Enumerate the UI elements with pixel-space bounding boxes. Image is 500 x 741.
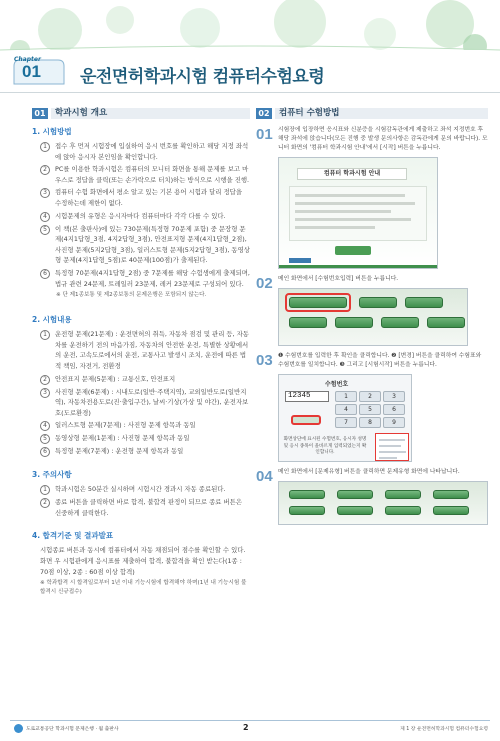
- list-item: 2 안전표지 문제(5문제) : 교통신호, 안전표지: [32, 374, 250, 385]
- list-item: 1 학과시험은 50분간 실시하며 시험시간 경과시 자동 종료된다.: [32, 484, 250, 495]
- item-number: 6: [40, 447, 50, 457]
- step-number: 03: [256, 352, 273, 369]
- note-text: ※ 학과합격 시 합격일로부터 1년 이내 기능시험에 합격해야 하며(1년 내 기능시험 불합격시 신규접수): [40, 580, 247, 596]
- menu-button[interactable]: [385, 506, 421, 515]
- step-01: [256, 126, 488, 269]
- section-heading: [32, 106, 250, 120]
- step-04: [256, 468, 488, 525]
- note-text: ※ 단 제1종보통 및 제2종보통의 문제은행은 포함되지 않는다.: [56, 292, 207, 299]
- publisher-logo: [14, 724, 23, 733]
- chapter-number: 01: [22, 62, 41, 81]
- screenshot-main-menu: [278, 288, 468, 346]
- start-button[interactable]: [335, 246, 371, 255]
- pass-criteria-text: 시험종료 버튼과 동시에 컴퓨터에서 자동 채점되어 점수를 확인할 수 있다. 화면 우 시험관에게 응시표를 제출하여 합격, 불합격을 확인 받는다(1종 : 70점 이상, 2종 : 60점 이상 합격): [40, 546, 246, 576]
- list-item: 2 PC를 이용한 학과시험은 컴퓨터의 모니터 화면을 통해 문제를 보고 마우스로 정답을 클릭(또는 손가락으로 터치)하는 방식으로 시행을 진행.: [32, 164, 250, 185]
- text-line: [379, 445, 401, 447]
- keypad-key[interactable]: 6: [383, 404, 405, 415]
- page-title: 운전면허학과시험 컴퓨터수험요령: [80, 67, 325, 87]
- footer-publisher: [14, 724, 119, 733]
- menu-button[interactable]: [337, 506, 373, 515]
- section-heading: [256, 106, 488, 120]
- step-02: [256, 275, 488, 346]
- list-exam-content: [32, 329, 250, 457]
- right-column: [256, 106, 488, 531]
- list-item: 3 사진형 문제(6문제) : 시내도로(일반·주택지역), 교외일반도로(일반지역), 자동차전용도로(진·출입구간), 날씨·기상(가상 및 야간), 운전자보호(도로환경): [32, 387, 250, 419]
- section-number: 01: [32, 108, 48, 119]
- step-number: 02: [256, 275, 273, 292]
- item-number: 4: [40, 421, 50, 431]
- menu-button[interactable]: [289, 490, 325, 499]
- menu-button[interactable]: [289, 317, 327, 328]
- keypad-key[interactable]: 4: [335, 404, 357, 415]
- screenshot-exam-guide: [278, 157, 438, 269]
- footer-chapter-text: 제 1 장 운전면허학과시험 컴퓨터수험요령: [400, 727, 488, 732]
- text-line: [295, 210, 391, 213]
- keypad-key[interactable]: 3: [383, 391, 405, 402]
- text-line: [379, 451, 406, 453]
- menu-button[interactable]: [405, 297, 443, 308]
- text-line: [379, 457, 397, 459]
- list-item: 1 접수 후 먼저 시험장에 입실하여 응시 번호를 확인하고 해당 지정 좌석에 앉아 응시자 본인임을 확인합니다.: [32, 141, 250, 162]
- list-cautions: [32, 484, 250, 518]
- step-text: ❶ 수험번호를 입력한 후 확인을 클릭합니다. ❷ [변경] 버튼을 클릭하여 수험표와 수험번호를 일치합니다. ❸ 그리고 [시험시작] 버튼을 누릅니다.: [278, 353, 482, 368]
- screenshot-question-types: [278, 481, 488, 525]
- section-title: 컴퓨터 수험방법: [275, 108, 488, 119]
- screen-title: 컴퓨터 학과시험 안내: [297, 168, 407, 180]
- exam-number-field[interactable]: 12345: [285, 391, 329, 402]
- item-number: 4: [40, 212, 50, 222]
- step-number: 01: [256, 126, 273, 143]
- item-number: 1: [40, 142, 50, 152]
- text-line: [295, 194, 405, 197]
- screen-caption: 화면상단에 표시된 수험번호, 응시자 성명 및 응시 종목이 올바르게 입력되었는지 확인합니다.: [283, 437, 367, 456]
- subsection-title: 3. 주의사항: [32, 470, 72, 480]
- confirm-button[interactable]: [291, 415, 321, 425]
- item-number: 2: [40, 498, 50, 508]
- subsection-title: 4. 합격기준 및 결과발표: [32, 531, 114, 541]
- text-line: [379, 439, 405, 441]
- step-03: [256, 352, 488, 462]
- header-divider: [0, 92, 500, 93]
- item-number: 5: [40, 225, 50, 235]
- list-item: 5 동영상형 문제(1문제) : 사진형 문제 항목과 동일: [32, 433, 250, 444]
- footer-divider: [10, 720, 490, 721]
- chapter-label: Chapter: [14, 56, 41, 63]
- section-number: 02: [256, 108, 272, 119]
- item-number: 2: [40, 165, 50, 175]
- text-line: [295, 202, 415, 205]
- list-item: 1 운전형 문제(21문제) : 운전면허의 취득, 자동차 점검 및 관리 등, 자동차를 운전하기 전의 마음가짐, 자동차의 안전한 운전, 특별한 상황에서의 운전, 고속도로에서의 운전, 교통사고 발생시 조치, 운전에 따른 법적 책임, 자전거, 전환경: [32, 329, 250, 371]
- step-text: 메인 화면에서 [문제유형] 버튼을 클릭하면 문제유형 화면에 나타납니다.: [278, 469, 460, 475]
- keypad-key[interactable]: 5: [359, 404, 381, 415]
- section-title: 학과시험 개요: [51, 108, 250, 119]
- text-line: [295, 218, 411, 221]
- page-number: 2: [243, 723, 249, 732]
- list-item: 3 컴퓨터 수험 화면에서 평소 알고 있는 기본 용어 시험과 달리 정답을 수정하는데 제한이 없다.: [32, 187, 250, 208]
- subsection-title: 2. 시험내용: [32, 315, 72, 325]
- text-line: [295, 226, 375, 229]
- left-column: [32, 106, 250, 597]
- list-item: 5 이 책(본 출판사)에 있는 730문제(특정형 70문제 포함) 중 문장형 문제(4지1답형_3점, 4지2답형_3점), 안전표지형 문제(4지1답형_2점), 사진형 문제(5지2답형_3점), 일러스트형 문제(5지2답형_3점), 동영상형 문제(4지1답형_5점)로 40문제(100점)가 출제된다.: [32, 224, 250, 266]
- keypad-key[interactable]: 1: [335, 391, 357, 402]
- list-exam-method: [32, 141, 250, 289]
- footer-left-text: 도로교통공단 학과시험 문제은행 · 월 출판사: [26, 727, 119, 732]
- bottom-bar: [279, 265, 437, 268]
- menu-button[interactable]: [433, 506, 469, 515]
- exam-number-label: 수험번호: [325, 381, 349, 388]
- item-number: 1: [40, 330, 50, 340]
- keypad-key[interactable]: 9: [383, 417, 405, 428]
- menu-button[interactable]: [381, 317, 419, 328]
- logo: [289, 258, 311, 263]
- item-number: 3: [40, 188, 50, 198]
- item-number: 6: [40, 269, 50, 279]
- list-item: 6 특정형 문제(7문제) : 운전형 문제 항목과 동일: [32, 446, 250, 457]
- subsection-title: 1. 시험방법: [32, 127, 72, 136]
- menu-button[interactable]: [359, 297, 397, 308]
- keypad-key[interactable]: 2: [359, 391, 381, 402]
- number-keypad: [335, 391, 407, 428]
- item-number: 5: [40, 434, 50, 444]
- highlight-box: [285, 293, 351, 312]
- list-item: 6 특정형 70문제(4지1답형_2점) 중 7문제를 해당 수험생에게 출제되며, 법규 관련 24문제, 트레일러 23문제, 레커 23문제로 구성되어 있다.: [32, 268, 250, 289]
- step-text: 메인 화면에서 [수험번호입력] 버튼을 누릅니다.: [278, 276, 399, 282]
- examinee-info-panel: [375, 433, 409, 461]
- item-number: 1: [40, 485, 50, 495]
- step-number: 04: [256, 468, 273, 485]
- menu-button[interactable]: [427, 317, 465, 328]
- list-item: 4 시험문제의 유형은 응시자마다 컴퓨터마다 각각 다를 수 있다.: [32, 211, 250, 222]
- keypad-key[interactable]: 8: [359, 417, 381, 428]
- keypad-key[interactable]: 7: [335, 417, 357, 428]
- menu-button[interactable]: [289, 506, 325, 515]
- item-number: 2: [40, 375, 50, 385]
- chapter-header: [0, 0, 500, 92]
- menu-button[interactable]: [433, 490, 469, 499]
- menu-button[interactable]: [335, 317, 373, 328]
- item-number: 3: [40, 388, 50, 398]
- screenshot-exam-number-entry: [278, 374, 412, 462]
- step-text: 시험장에 입장하면 응시표와 신분증을 시험감독관에게 제출하고 좌석 지정번호 후 해당 좌석에 앉습니다(모든 진행 중 발생 문의사항은 감독관에게 문의 바랍니다). 모니터 화면의 '컴퓨터 학과시험 안내'에서 [시작] 버튼을 누릅니다.: [278, 127, 488, 151]
- list-item: 4 일러스트형 문제(7문제) : 사진형 문제 항목과 동일: [32, 420, 250, 431]
- menu-button[interactable]: [337, 490, 373, 499]
- menu-button[interactable]: [385, 490, 421, 499]
- list-item: 2 종료 버튼을 클릭하면 바로 합격, 불합격 판정이 되므로 종료 버튼은 신중하게 클릭한다.: [32, 497, 250, 518]
